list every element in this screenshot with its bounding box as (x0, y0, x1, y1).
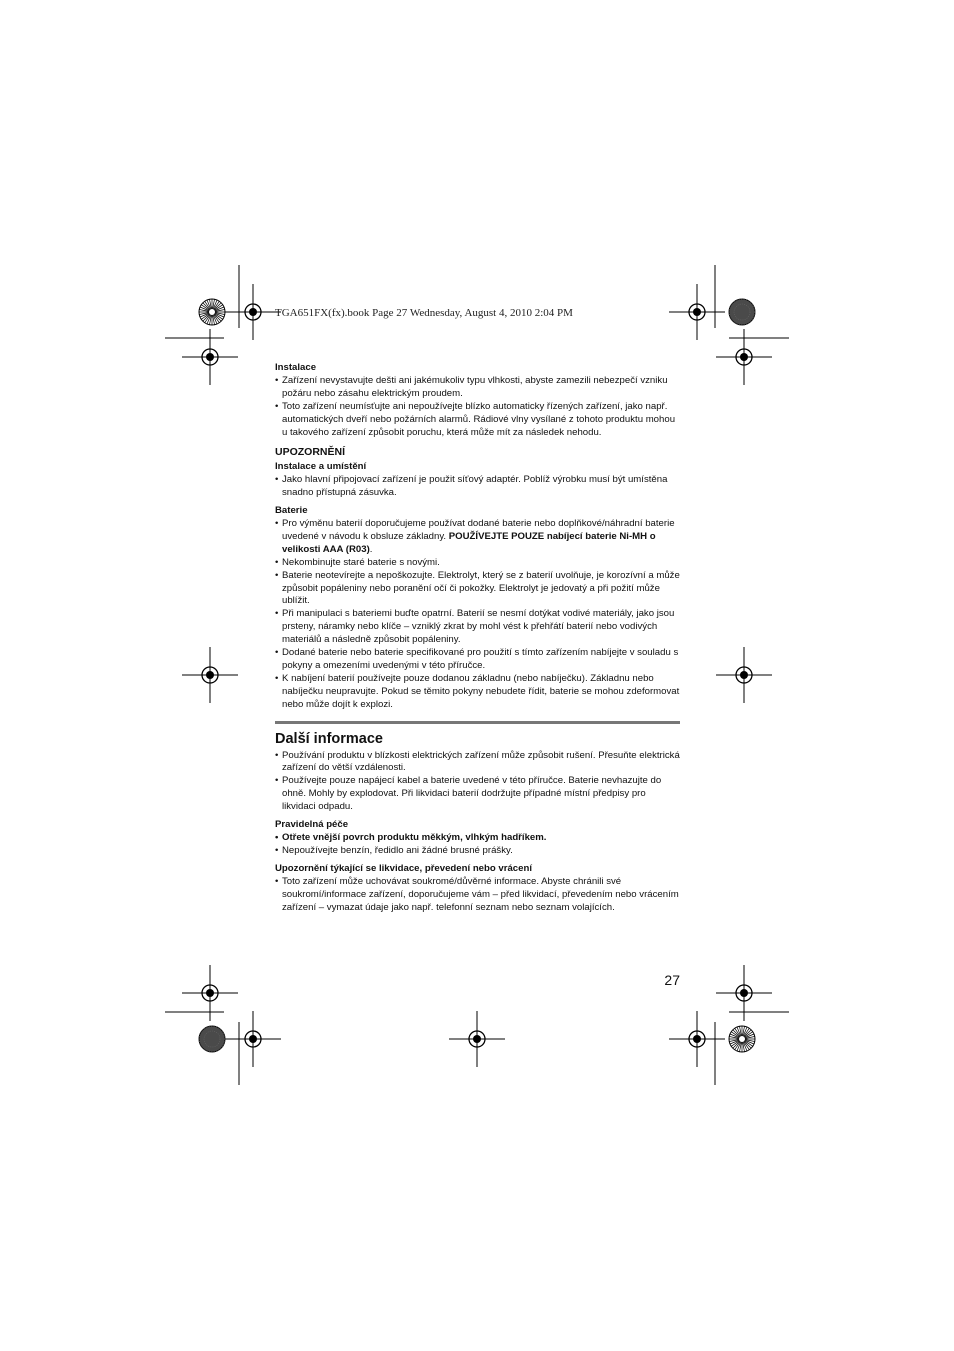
list-item: • Nekombinujte staré baterie s novými. (275, 557, 680, 570)
section-title-disposal: Upozornění týkající se likvidace, převedení nebo vrácení (275, 862, 532, 874)
battery-warning: POUŽÍVEJTE POUZE nabíjecí baterie Ni-MH o velikosti AAA (R03) (282, 530, 656, 555)
list-item: • Dodané baterie nebo baterie specifikované pro použití s tímto zařízením nabíjejte v souladu s pokyny a omezeními uvedenými v této příručce. (275, 647, 680, 673)
section-title-installation: Instalace (275, 362, 317, 373)
list-item: • Toto zařízení neumísťujte ani nepoužívejte blízko automaticky řízených zařízení, jako např. automatických dveří nebo požárních alarmů. Rádiové vlny vysílané z tohoto produktu mohou u takového zařízení způsobit poruchu, která může mít za následek nehodu. (275, 401, 680, 440)
print-header: TGA651FX(fx).book Page 27 Wednesday, August 4, 2010 2:04 PM (275, 307, 573, 319)
section-title-care: Pravidelná péče (275, 819, 349, 831)
list-item: • K nabíjení baterií používejte pouze dodanou základnu (nebo nabíječku). Základnu nebo nabíječku neupravujte. Pokud se těmito pokyny nebudete řídit, baterie se mohou zdeformovat nebo může dojít k explozi. (275, 673, 680, 712)
list-item: • Zařízení nevystavujte dešti ani jakémukoliv typu vlhkosti, abyste zamezili nebezpečí vzniku požáru nebo zásahu elektrickým proudem. (275, 375, 680, 401)
list-item: • Používejte pouze napájecí kabel a baterie uvedené v této příručce. Baterie nevhazujte do ohně. Mohly by explodovat. Při likvidaci baterií dodržujte případné místní předpisy pro likvidaci odpadu. (275, 775, 680, 814)
section-title-battery: Baterie (275, 505, 308, 517)
page-content (275, 362, 680, 914)
list-item: • Toto zařízení může uchovávat soukromé/důvěrné informace. Abyste chránili své soukromí/informace zařízení, doporučujeme vám – před likvidací, převedením nebo vrácením zařízení – vymazat údaje jako např. telefonní seznam nebo seznam volajících. (275, 876, 680, 915)
list-item: • Otřete vnější povrch produktu měkkým, vlhkým hadříkem. (275, 832, 680, 845)
list-item: • Baterie neotevírejte a nepoškozujte. Elektrolyt, který se z baterií uvolňuje, je korozívní a může způsobit popáleniny nebo poranění očí či pokožky. Elektrolyt je jedovatý a při požití může ublížit. (275, 570, 680, 609)
list-item: • Používání produktu v blízkosti elektrických zařízení může způsobit rušení. Přesuňte elektrická zařízení do větší vzdálenosti. (275, 750, 680, 776)
list-item: • Nepoužívejte benzín, ředidlo ani žádné brusné prášky. (275, 845, 680, 858)
section-divider (275, 721, 680, 724)
battery-text-end: . (369, 543, 373, 555)
caution-heading: UPOZORNĚNÍ (275, 446, 346, 459)
list-item (275, 518, 680, 557)
section-title-placement: Instalace a umístění (275, 461, 367, 473)
page-number: 27 (664, 972, 680, 988)
battery-text: Pro výměnu baterií doporučujeme používat dodané baterie nebo doplňkové/náhradní baterie uvedené v návodu k obsluze základny. (282, 517, 675, 542)
list-item: • Při manipulaci s bateriemi buďte opatrní. Baterií se nesmí dotýkat vodivé materiály, jako jsou prsteny, náramky nebo klíče – vzniklý zkrat by mohl vést k přehřátí baterií nebo vodivých materiálů a následně způsobit popáleniny. (275, 608, 680, 647)
list-item: • Jako hlavní připojovací zařízení je použit síťový adaptér. Poblíž výrobku musí být umístěna snadno přístupná zásuvka. (275, 474, 680, 500)
page-title: Další informace (275, 730, 383, 747)
